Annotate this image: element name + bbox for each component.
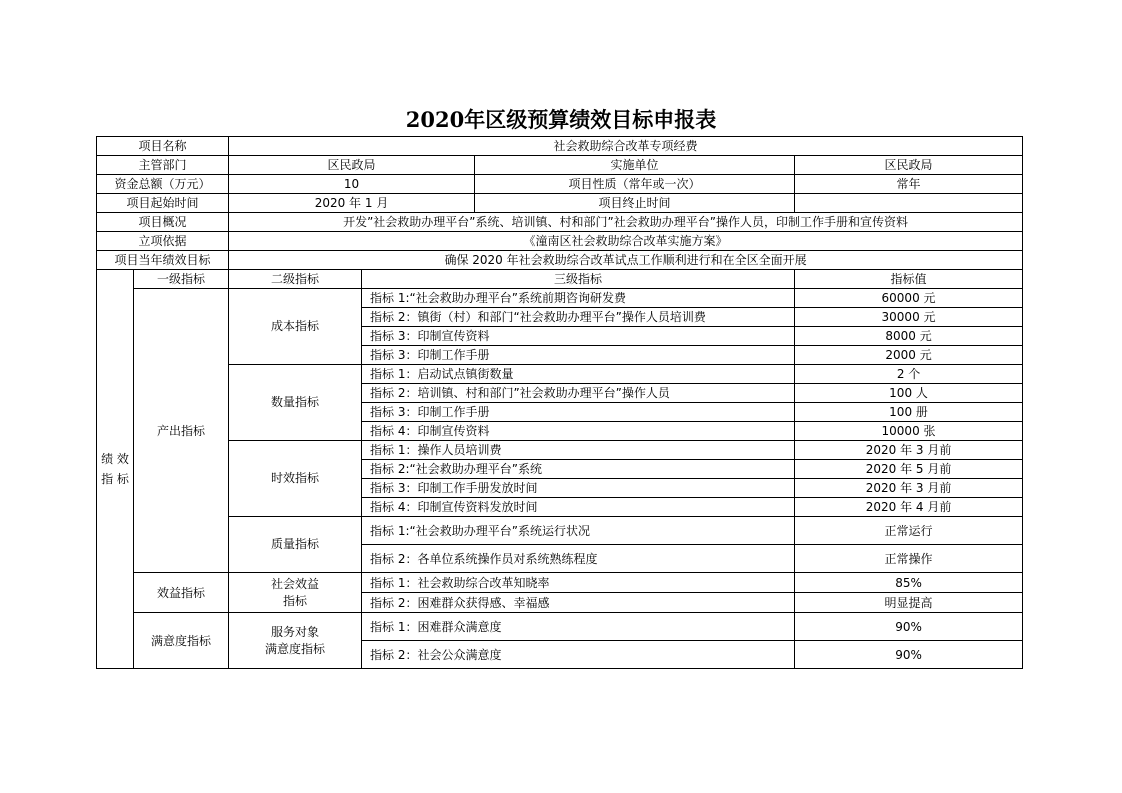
indicator-row (97, 573, 1023, 593)
level1-cell: 效益指标 (134, 573, 229, 613)
level2-cell: 社会效益 指标 (229, 573, 362, 613)
value-implementing-unit: 区民政局 (795, 156, 1023, 175)
label-implementing-unit: 实施单位 (475, 156, 795, 175)
indicator-value-cell: 85% (795, 573, 1023, 593)
indicator-value-cell: 100 册 (795, 403, 1023, 422)
indicator-value-cell: 2020 年 5 月前 (795, 460, 1023, 479)
label-overview: 项目概况 (97, 213, 229, 232)
value-project-nature: 常年 (795, 175, 1023, 194)
level3-cell: 指标 2：社会公众满意度 (362, 641, 795, 669)
value-annual-goal: 确保 2020 年社会救助综合改革试点工作顺利进行和在全区全面开展 (229, 251, 1023, 270)
row-total-funds (97, 175, 1023, 194)
level3-cell: 指标 4：印制宣传资料发放时间 (362, 498, 795, 517)
level3-cell: 指标 3：印制工作手册发放时间 (362, 479, 795, 498)
header-level2: 二级指标 (229, 270, 362, 289)
label-performance-indicator: 绩 效 指 标 (97, 270, 134, 669)
level3-cell: 指标 2：困难群众获得感、幸福感 (362, 593, 795, 613)
level3-cell: 指标 3：印制宣传资料 (362, 327, 795, 346)
budget-performance-table (96, 136, 1023, 669)
indicator-value-cell: 2020 年 3 月前 (795, 479, 1023, 498)
header-level3: 三级指标 (362, 270, 795, 289)
level3-cell: 指标 3：印制工作手册 (362, 403, 795, 422)
level3-cell: 指标 1：操作人员培训费 (362, 441, 795, 460)
indicator-row (97, 289, 1023, 308)
level3-cell: 指标 4：印制宣传资料 (362, 422, 795, 441)
indicator-row (97, 613, 1023, 641)
label-basis: 立项依据 (97, 232, 229, 251)
indicator-header-row (97, 270, 1023, 289)
indicator-value-cell: 8000 元 (795, 327, 1023, 346)
page-title: 2020年区级预算绩效目标申报表 (405, 107, 717, 132)
indicator-value-cell: 2020 年 4 月前 (795, 498, 1023, 517)
label-annual-goal: 项目当年绩效目标 (97, 251, 229, 270)
label-department: 主管部门 (97, 156, 229, 175)
level2-cell: 质量指标 (229, 517, 362, 573)
indicator-row (97, 441, 1023, 460)
indicator-value-cell: 30000 元 (795, 308, 1023, 327)
value-project-name: 社会救助综合改革专项经费 (229, 137, 1023, 156)
level3-cell: 指标 3：印制工作手册 (362, 346, 795, 365)
value-start-time: 2020 年 1 月 (229, 194, 475, 213)
value-department: 区民政局 (229, 156, 475, 175)
level3-cell: 指标 1：困难群众满意度 (362, 613, 795, 641)
level3-cell: 指标 1：启动试点镇街数量 (362, 365, 795, 384)
level2-cell: 时效指标 (229, 441, 362, 517)
indicator-value-cell: 正常操作 (795, 545, 1023, 573)
level2-cell: 服务对象 满意度指标 (229, 613, 362, 669)
level3-cell: 指标 1:“社会救助办理平台”系统运行状况 (362, 517, 795, 545)
value-overview: 开发”社会救助办理平台”系统、培训镇、村和部门”社会救助办理平台”操作人员，印制工作手册和宣传资料 (229, 213, 1023, 232)
level1-cell: 满意度指标 (134, 613, 229, 669)
level2-cell: 成本指标 (229, 289, 362, 365)
label-start-time: 项目起始时间 (97, 194, 229, 213)
row-overview (97, 213, 1023, 232)
level3-cell: 指标 2：各单位系统操作员对系统熟练程度 (362, 545, 795, 573)
value-basis: 《潼南区社会救助综合改革实施方案》 (229, 232, 1023, 251)
indicator-row (97, 517, 1023, 545)
label-project-name: 项目名称 (97, 137, 229, 156)
row-time (97, 194, 1023, 213)
header-level1: 一级指标 (134, 270, 229, 289)
level3-cell: 指标 1：社会救助综合改革知晓率 (362, 573, 795, 593)
value-total-funds: 10 (229, 175, 475, 194)
row-project-name (97, 137, 1023, 156)
indicator-value-cell: 60000 元 (795, 289, 1023, 308)
value-end-time (795, 194, 1023, 213)
row-department (97, 156, 1023, 175)
indicator-value-cell: 2000 元 (795, 346, 1023, 365)
level3-cell: 指标 1:“社会救助办理平台”系统前期咨询研发费 (362, 289, 795, 308)
indicator-value-cell: 2020 年 3 月前 (795, 441, 1023, 460)
label-project-nature: 项目性质（常年或一次） (475, 175, 795, 194)
indicator-value-cell: 10000 张 (795, 422, 1023, 441)
indicator-value-cell: 90% (795, 613, 1023, 641)
level2-cell: 数量指标 (229, 365, 362, 441)
indicator-value-cell: 正常运行 (795, 517, 1023, 545)
indicator-value-cell: 100 人 (795, 384, 1023, 403)
indicator-value-cell: 2 个 (795, 365, 1023, 384)
label-total-funds: 资金总额（万元） (97, 175, 229, 194)
level1-cell: 产出指标 (134, 289, 229, 573)
header-value: 指标值 (795, 270, 1023, 289)
level3-cell: 指标 2：培训镇、村和部门”社会救助办理平台”操作人员 (362, 384, 795, 403)
level3-cell: 指标 2：镇街（村）和部门“社会救助办理平台”操作人员培训费 (362, 308, 795, 327)
indicator-value-cell: 明显提高 (795, 593, 1023, 613)
row-basis (97, 232, 1023, 251)
level3-cell: 指标 2:“社会救助办理平台”系统 (362, 460, 795, 479)
indicator-row (97, 365, 1023, 384)
label-end-time: 项目终止时间 (475, 194, 795, 213)
indicator-value-cell: 90% (795, 641, 1023, 669)
row-annual-goal (97, 251, 1023, 270)
